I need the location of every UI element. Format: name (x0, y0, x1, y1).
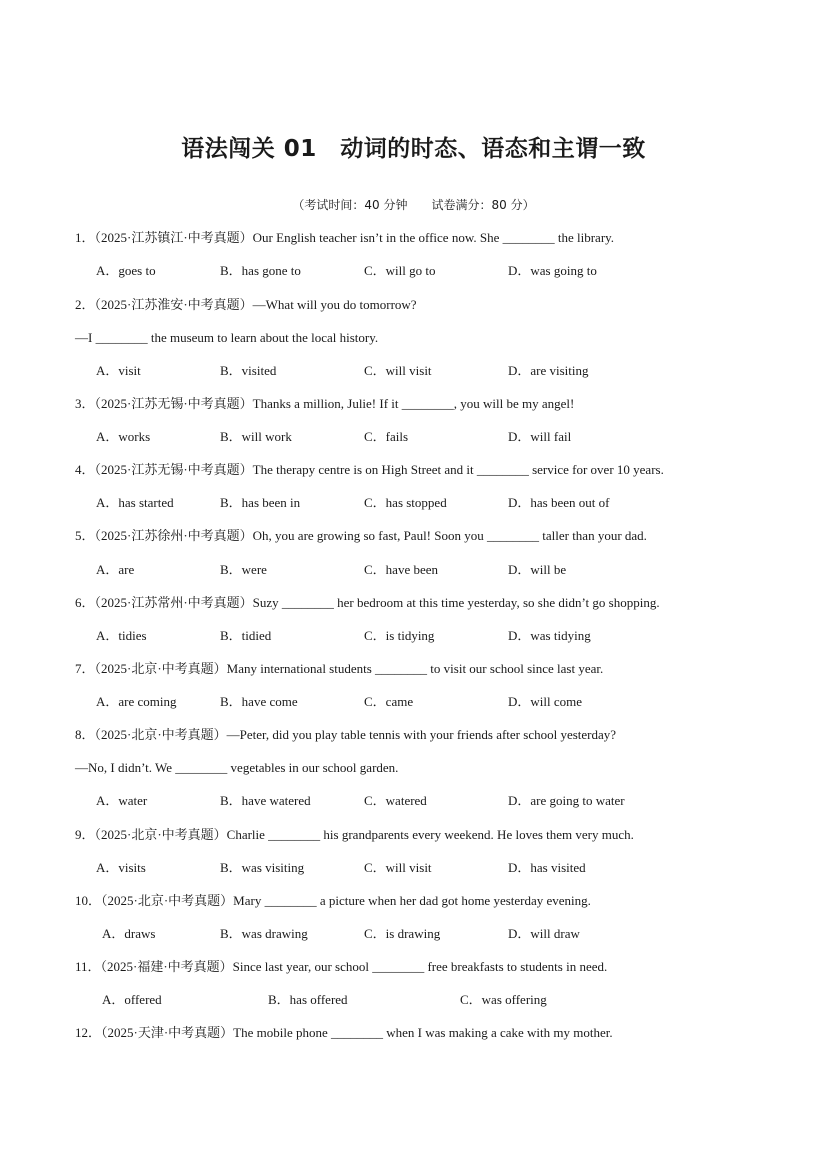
question-7-option-d[interactable]: D．will come (508, 694, 583, 709)
question-8-option-a[interactable]: A．water (96, 793, 148, 808)
question-7-option-b[interactable]: B．have come (220, 694, 298, 709)
question-2-stem-line2: —I ________ the museum to learn about the local history. (75, 330, 379, 345)
question-1-option-a[interactable]: A．goes to (96, 263, 156, 278)
question-1-stem: 1．（2025·江苏镇江·中考真题）Our English teacher isn’t in the office now. She ________ the library. (75, 230, 615, 245)
question-10-stem: 10．（2025·北京·中考真题）Mary ________ a picture when her dad got home yesterday evening. (75, 893, 591, 908)
question-11-option-c[interactable]: C．was offering (460, 992, 547, 1007)
question-2-option-c[interactable]: C．will visit (364, 363, 432, 378)
question-6-option-c[interactable]: C．is tidying (364, 628, 435, 643)
question-3-option-c[interactable]: C．fails (364, 429, 409, 444)
question-2-option-d[interactable]: D．are visiting (508, 363, 589, 378)
question-1-option-d[interactable]: D．was going to (508, 263, 597, 278)
question-8-stem: 8．（2025·北京·中考真题）—Peter, did you play table tennis with your friends after school yesterday? (75, 727, 617, 742)
question-11-option-b[interactable]: B．has offered (268, 992, 348, 1007)
question-9-option-b[interactable]: B．was visiting (220, 860, 305, 875)
page-title: 语法闯关 01 动词的时态、语态和主谓一致 (181, 136, 646, 162)
question-9-option-d[interactable]: D．has visited (508, 860, 586, 875)
question-12-stem: 12．（2025·天津·中考真题）The mobile phone ________ when I was making a cake with my mother. (75, 1025, 613, 1040)
question-6-option-a[interactable]: A．tidies (96, 628, 147, 643)
question-6-option-d[interactable]: D．was tidying (508, 628, 591, 643)
question-4-option-b[interactable]: B．has been in (220, 495, 301, 510)
question-5-option-d[interactable]: D．will be (508, 562, 567, 577)
question-9-option-c[interactable]: C．will visit (364, 860, 432, 875)
question-8-option-b[interactable]: B．have watered (220, 793, 311, 808)
question-7-option-a[interactable]: A．are coming (96, 694, 177, 709)
question-10-option-a[interactable]: A．draws (102, 926, 156, 941)
question-9-option-a[interactable]: A．visits (96, 860, 146, 875)
question-7-option-c[interactable]: C．came (364, 694, 414, 709)
question-5-option-b[interactable]: B．were (220, 562, 267, 577)
question-9-stem: 9．（2025·北京·中考真题）Charlie ________ his grandparents every weekend. He loves them very much. (75, 827, 634, 842)
question-3-option-b[interactable]: B．will work (220, 429, 292, 444)
question-11-option-a[interactable]: A．offered (102, 992, 162, 1007)
question-5-stem: 5．（2025·江苏徐州·中考真题）Oh, you are growing so fast, Paul! Soon you ________ taller than your dad. (75, 528, 647, 543)
question-5-option-a[interactable]: A．are (96, 562, 135, 577)
question-2-stem: 2．（2025·江苏淮安·中考真题）—What will you do tomorrow? (75, 297, 417, 312)
question-6-option-b[interactable]: B．tidied (220, 628, 272, 643)
question-3-option-d[interactable]: D．will fail (508, 429, 572, 444)
question-11-stem: 11．（2025·福建·中考真题）Since last year, our school ________ free breakfasts to students in need. (75, 959, 608, 974)
question-3-option-a[interactable]: A．works (96, 429, 151, 444)
question-5-option-c[interactable]: C．have been (364, 562, 439, 577)
question-8-option-c[interactable]: C．watered (364, 793, 427, 808)
question-8-option-d[interactable]: D．are going to water (508, 793, 625, 808)
question-2-option-a[interactable]: A．visit (96, 363, 141, 378)
question-10-option-c[interactable]: C．is drawing (364, 926, 441, 941)
question-1-option-b[interactable]: B．has gone to (220, 263, 301, 278)
question-4-option-a[interactable]: A．has started (96, 495, 174, 510)
question-3-stem: 3．（2025·江苏无锡·中考真题）Thanks a million, Julie! If it ________, you will be my angel! (75, 396, 575, 411)
exam-info: （考试时间：40 分钟 试卷满分：80 分） (292, 198, 535, 212)
question-4-stem: 4．（2025·江苏无锡·中考真题）The therapy centre is on High Street and it ________ service for over 10 years. (75, 462, 664, 477)
question-2-option-b[interactable]: B．visited (220, 363, 277, 378)
question-4-option-d[interactable]: D．has been out of (508, 495, 610, 510)
question-6-stem: 6．（2025·江苏常州·中考真题）Suzy ________ her bedroom at this time yesterday, so she didn’t go shopping. (75, 595, 660, 610)
question-10-option-b[interactable]: B．was drawing (220, 926, 308, 941)
question-4-option-c[interactable]: C．has stopped (364, 495, 447, 510)
question-10-option-d[interactable]: D．will draw (508, 926, 580, 941)
question-8-stem-line2: —No, I didn’t. We ________ vegetables in our school garden. (75, 760, 399, 775)
question-1-option-c[interactable]: C．will go to (364, 263, 436, 278)
question-7-stem: 7．（2025·北京·中考真题）Many international students ________ to visit our school since last year. (75, 661, 604, 676)
